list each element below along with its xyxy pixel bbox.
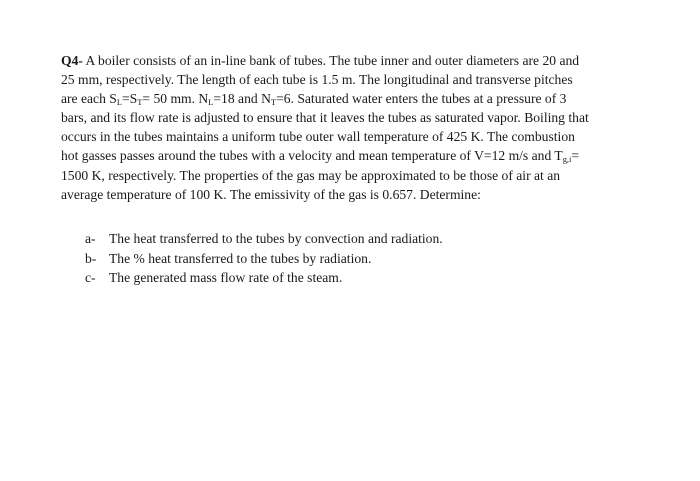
list-item-text: The % heat transferred to the tubes by radiation. bbox=[109, 250, 372, 266]
hot-gas-text: hot gasses passes around the tubes with a velocity and mean temperature of V=12 m/s and T bbox=[61, 148, 563, 164]
s-l-subscript: L bbox=[116, 97, 123, 108]
n-l-subscript: L bbox=[208, 97, 214, 108]
s-t-subscript: T bbox=[137, 97, 143, 108]
list-item bbox=[85, 268, 443, 288]
parts-list bbox=[85, 229, 443, 288]
question-paragraph bbox=[61, 51, 661, 204]
t-gi-equals: = bbox=[571, 148, 580, 164]
question-line-6 bbox=[61, 146, 661, 165]
list-marker: a- bbox=[85, 231, 96, 246]
question-label: Q4- bbox=[61, 53, 83, 68]
pitch-text: are each S bbox=[61, 91, 117, 107]
n-t-subscript: T bbox=[270, 97, 277, 108]
question-line-2: 25 mm, respectively. The length of each tube is 1.5 m. The longitudinal and transverse pitches bbox=[61, 72, 573, 88]
list-marker: c- bbox=[85, 270, 96, 285]
list-item bbox=[85, 229, 443, 249]
question-line-1-text: A boiler consists of an in-line bank of tubes. The tube inner and outer diameters are 20 and bbox=[82, 53, 580, 68]
question-line-1 bbox=[61, 51, 661, 70]
list-marker: b- bbox=[85, 250, 97, 266]
list-item-text: The generated mass flow rate of the steam. bbox=[109, 270, 343, 285]
t-gi-subscript: g,i bbox=[562, 154, 572, 165]
list-item bbox=[85, 249, 443, 269]
question-line-5: occurs in the tubes maintains a uniform tube outer wall temperature of 425 K. The combustion bbox=[61, 129, 575, 145]
question-line-7: 1500 K, respectively. The properties of the gas may be approximated to be those of air at an bbox=[61, 167, 561, 183]
pitch-equality: =S bbox=[122, 91, 138, 107]
question-line-4: bars, and its flow rate is adjusted to ensure that it leaves the tubes as saturated vapor. Boiling that bbox=[61, 110, 589, 126]
question-line-3 bbox=[61, 89, 661, 108]
pitch-value-text: = 50 mm. N bbox=[142, 91, 209, 107]
question-line-8: average temperature of 100 K. The emissivity of the gas is 0.657. Determine: bbox=[61, 186, 481, 202]
saturated-water-text: =6. Saturated water enters the tubes at a pressure of 3 bbox=[276, 91, 567, 107]
rows-text: =18 and N bbox=[213, 91, 271, 107]
list-item-text: The heat transferred to the tubes by convection and radiation. bbox=[109, 231, 443, 246]
